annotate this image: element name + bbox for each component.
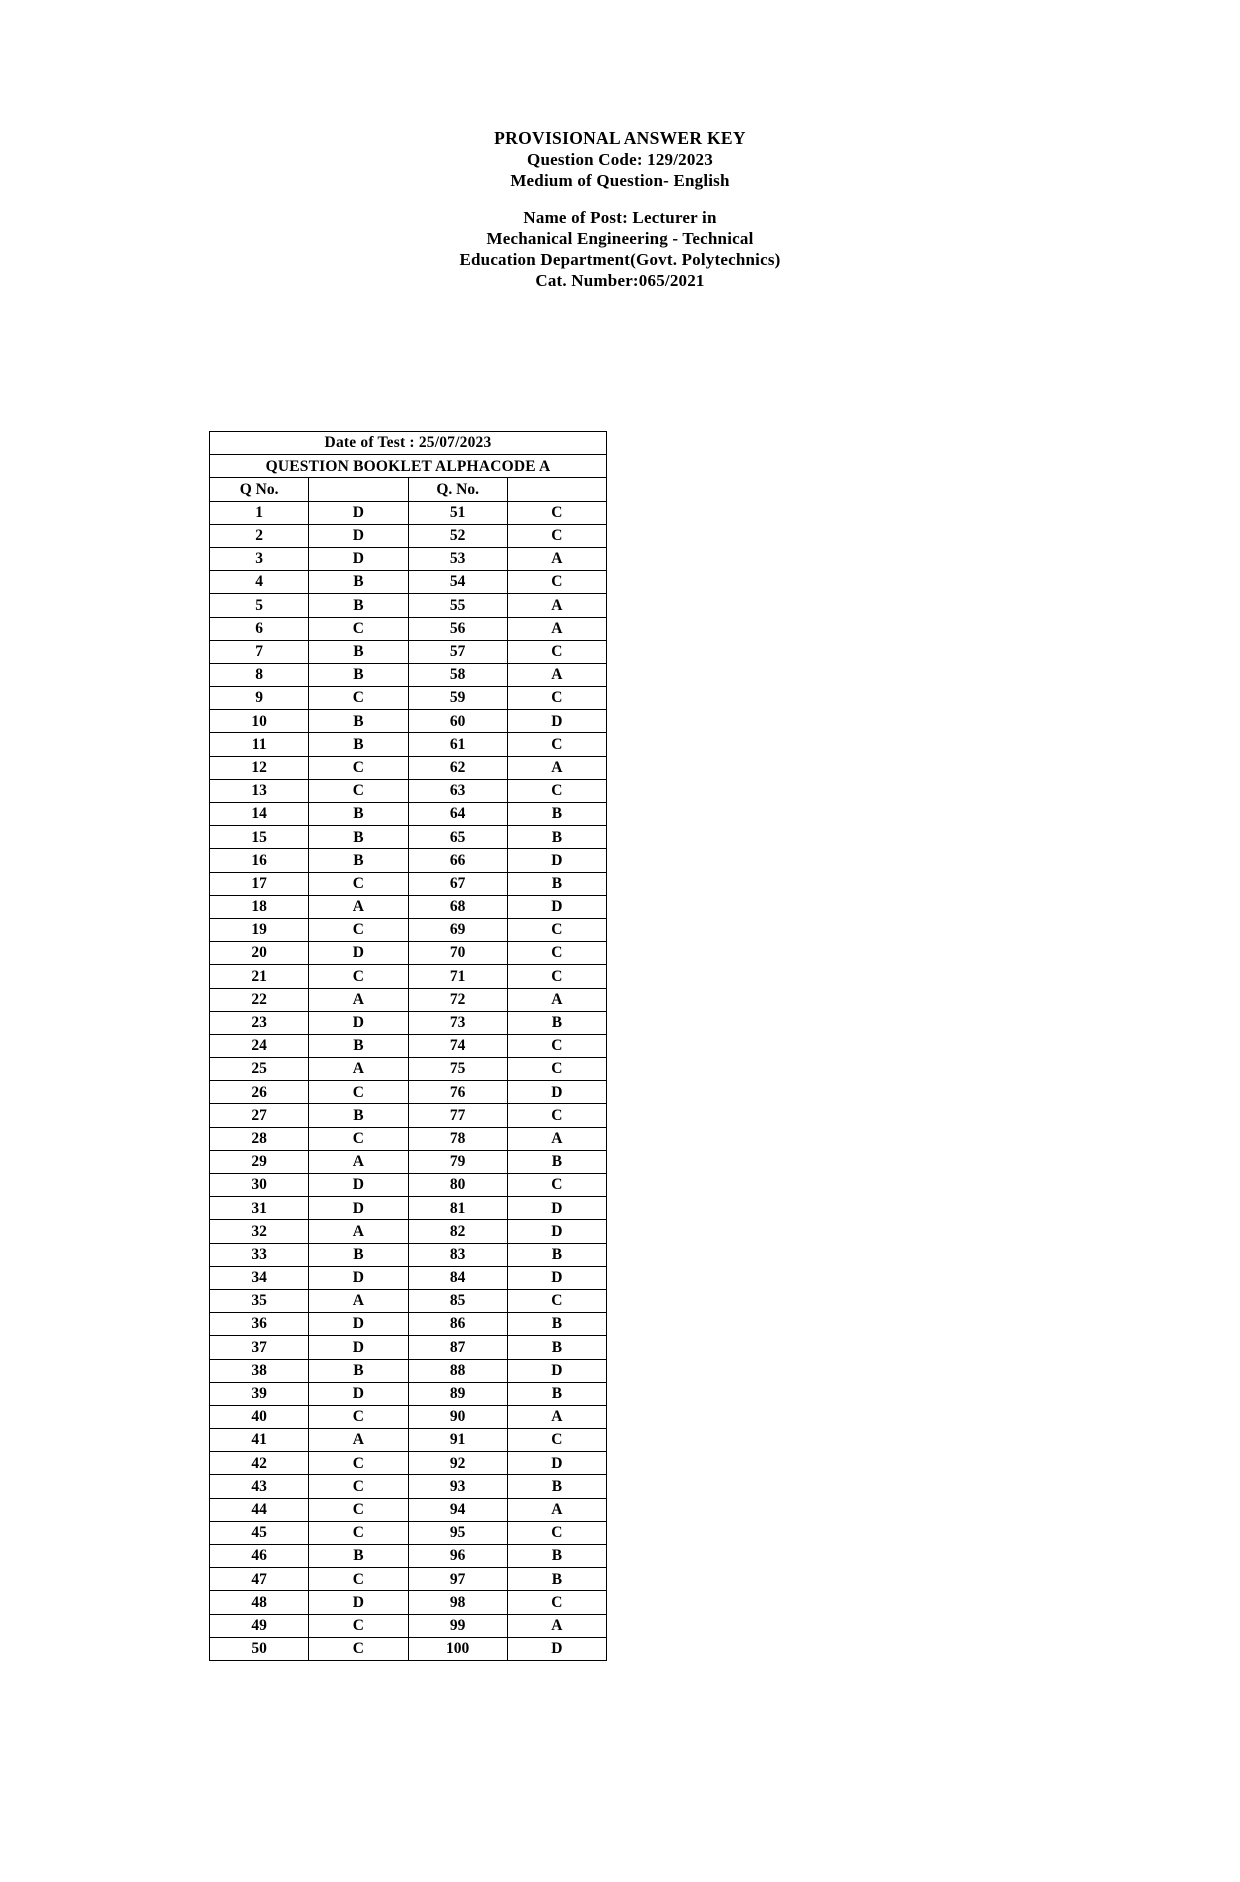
answer-left: A <box>309 1289 408 1312</box>
question-number-left: 15 <box>210 826 309 849</box>
table-row <box>210 733 607 756</box>
question-number-right: 99 <box>408 1614 507 1637</box>
question-number-right: 81 <box>408 1197 507 1220</box>
question-number-right: 77 <box>408 1104 507 1127</box>
table-row-column-headers <box>210 478 607 501</box>
question-number-right: 60 <box>408 710 507 733</box>
answer-right: A <box>507 617 606 640</box>
answer-right: C <box>507 779 606 802</box>
question-number-right: 73 <box>408 1011 507 1034</box>
question-number-right: 78 <box>408 1127 507 1150</box>
table-row <box>210 1058 607 1081</box>
question-number-left: 35 <box>210 1289 309 1312</box>
answer-left: C <box>309 1452 408 1475</box>
question-number-left: 25 <box>210 1058 309 1081</box>
question-number-right: 64 <box>408 803 507 826</box>
medium-of-question: Medium of Question- English <box>510 171 730 190</box>
table-row <box>210 849 607 872</box>
answer-left: D <box>309 524 408 547</box>
question-number-left: 40 <box>210 1405 309 1428</box>
table-row-alphacode <box>210 455 607 478</box>
table-row <box>210 1614 607 1637</box>
post-line-3: Education Department(Govt. Polytechnics) <box>459 250 781 269</box>
answer-right: C <box>507 1104 606 1127</box>
table-row <box>210 895 607 918</box>
question-number-right: 79 <box>408 1150 507 1173</box>
question-number-left: 31 <box>210 1197 309 1220</box>
answer-left: B <box>309 826 408 849</box>
question-number-right: 63 <box>408 779 507 802</box>
question-number-right: 96 <box>408 1545 507 1568</box>
table-row <box>210 988 607 1011</box>
table-row <box>210 501 607 524</box>
answer-left: D <box>309 1197 408 1220</box>
answer-left: D <box>309 1336 408 1359</box>
question-number-left: 19 <box>210 918 309 941</box>
answer-right: B <box>507 1568 606 1591</box>
answer-right: C <box>507 1034 606 1057</box>
answer-left: D <box>309 1011 408 1034</box>
answer-right: D <box>507 849 606 872</box>
answer-right: A <box>507 756 606 779</box>
answer-left: A <box>309 1150 408 1173</box>
question-number-right: 58 <box>408 663 507 686</box>
question-number-left: 43 <box>210 1475 309 1498</box>
answer-right: D <box>507 1220 606 1243</box>
question-number-left: 30 <box>210 1174 309 1197</box>
question-number-left: 20 <box>210 942 309 965</box>
question-number-right: 53 <box>408 547 507 570</box>
answer-left: C <box>309 1405 408 1428</box>
question-number-left: 34 <box>210 1266 309 1289</box>
answer-left: B <box>309 1545 408 1568</box>
question-number-left: 8 <box>210 663 309 686</box>
question-number-left: 49 <box>210 1614 309 1637</box>
answer-left: B <box>309 733 408 756</box>
question-number-right: 92 <box>408 1452 507 1475</box>
question-number-right: 72 <box>408 988 507 1011</box>
question-number-right: 100 <box>408 1637 507 1660</box>
answer-left: D <box>309 942 408 965</box>
table-row <box>210 1104 607 1127</box>
table-row <box>210 547 607 570</box>
table-row <box>210 942 607 965</box>
table-row <box>210 1405 607 1428</box>
table-row <box>210 872 607 895</box>
question-number-left: 17 <box>210 872 309 895</box>
answer-right: C <box>507 965 606 988</box>
answer-left: C <box>309 1498 408 1521</box>
table-row <box>210 710 607 733</box>
question-booklet-alphacode: QUESTION BOOKLET ALPHACODE A <box>210 455 607 478</box>
question-number-left: 27 <box>210 1104 309 1127</box>
question-number-left: 5 <box>210 594 309 617</box>
column-header-qno-right: Q. No. <box>408 478 507 501</box>
answer-left: D <box>309 1266 408 1289</box>
answer-left: B <box>309 803 408 826</box>
question-number-left: 28 <box>210 1127 309 1150</box>
column-header-answer-right <box>507 478 606 501</box>
answer-right: D <box>507 895 606 918</box>
question-number-left: 24 <box>210 1034 309 1057</box>
answer-left: C <box>309 779 408 802</box>
question-number-right: 89 <box>408 1382 507 1405</box>
table-row <box>210 918 607 941</box>
table-row <box>210 803 607 826</box>
table-row <box>210 1289 607 1312</box>
answer-right: A <box>507 594 606 617</box>
table-row <box>210 1429 607 1452</box>
question-number-right: 69 <box>408 918 507 941</box>
table-row <box>210 779 607 802</box>
table-row <box>210 617 607 640</box>
question-number-right: 61 <box>408 733 507 756</box>
answer-left: C <box>309 1521 408 1544</box>
table-row <box>210 1637 607 1660</box>
answer-right: B <box>507 872 606 895</box>
table-row <box>210 1220 607 1243</box>
question-number-left: 12 <box>210 756 309 779</box>
question-number-left: 38 <box>210 1359 309 1382</box>
answer-left: C <box>309 965 408 988</box>
table-row <box>210 1011 607 1034</box>
question-number-right: 84 <box>408 1266 507 1289</box>
table-row <box>210 1359 607 1382</box>
question-number-right: 56 <box>408 617 507 640</box>
question-number-right: 67 <box>408 872 507 895</box>
answer-right: D <box>507 1266 606 1289</box>
answer-right: B <box>507 1011 606 1034</box>
answer-right: C <box>507 1174 606 1197</box>
table-row <box>210 1150 607 1173</box>
question-number-left: 22 <box>210 988 309 1011</box>
question-number-left: 2 <box>210 524 309 547</box>
answer-left: C <box>309 872 408 895</box>
table-row <box>210 1034 607 1057</box>
question-number-right: 87 <box>408 1336 507 1359</box>
table-row <box>210 1545 607 1568</box>
answer-left: B <box>309 594 408 617</box>
answer-right: D <box>507 1452 606 1475</box>
answer-right: B <box>507 1150 606 1173</box>
question-number-left: 9 <box>210 687 309 710</box>
question-number-right: 59 <box>408 687 507 710</box>
question-number-left: 41 <box>210 1429 309 1452</box>
question-number-right: 88 <box>408 1359 507 1382</box>
answer-right: C <box>507 687 606 710</box>
answer-left: C <box>309 1127 408 1150</box>
table-row <box>210 1452 607 1475</box>
answer-left: B <box>309 1243 408 1266</box>
answer-left: B <box>309 1104 408 1127</box>
question-number-left: 26 <box>210 1081 309 1104</box>
answer-right: C <box>507 942 606 965</box>
answer-left: C <box>309 687 408 710</box>
answer-left: A <box>309 1429 408 1452</box>
question-number-left: 3 <box>210 547 309 570</box>
question-number-right: 91 <box>408 1429 507 1452</box>
answer-right: B <box>507 1545 606 1568</box>
question-number-right: 65 <box>408 826 507 849</box>
answer-right: A <box>507 1127 606 1150</box>
question-number-left: 16 <box>210 849 309 872</box>
answer-right: B <box>507 1382 606 1405</box>
answer-left: D <box>309 1174 408 1197</box>
table-row <box>210 571 607 594</box>
page-title: PROVISIONAL ANSWER KEY <box>494 128 746 148</box>
answer-right: C <box>507 640 606 663</box>
question-number-right: 83 <box>408 1243 507 1266</box>
table-row <box>210 1382 607 1405</box>
question-number-left: 18 <box>210 895 309 918</box>
question-number-right: 66 <box>408 849 507 872</box>
question-number-left: 39 <box>210 1382 309 1405</box>
question-number-left: 36 <box>210 1313 309 1336</box>
answer-left: B <box>309 710 408 733</box>
question-number-right: 75 <box>408 1058 507 1081</box>
answer-key-page <box>0 128 1240 1882</box>
column-header-qno-left: Q No. <box>210 478 309 501</box>
table-row <box>210 1475 607 1498</box>
answer-left: C <box>309 1475 408 1498</box>
post-line-1: Name of Post: Lecturer in <box>523 208 717 227</box>
answer-left: D <box>309 1313 408 1336</box>
table-row <box>210 1266 607 1289</box>
table-row <box>210 640 607 663</box>
table-row <box>210 687 607 710</box>
question-number-right: 93 <box>408 1475 507 1498</box>
table-row <box>210 1197 607 1220</box>
question-number-right: 68 <box>408 895 507 918</box>
question-number-right: 90 <box>408 1405 507 1428</box>
answer-right: B <box>507 826 606 849</box>
answer-left: B <box>309 640 408 663</box>
table-row <box>210 663 607 686</box>
answer-right: C <box>507 571 606 594</box>
question-number-right: 62 <box>408 756 507 779</box>
answer-right: B <box>507 1313 606 1336</box>
question-number-right: 97 <box>408 1568 507 1591</box>
table-row <box>210 756 607 779</box>
table-row <box>210 1521 607 1544</box>
question-number-right: 70 <box>408 942 507 965</box>
answer-right: B <box>507 1243 606 1266</box>
post-line-2: Mechanical Engineering - Technical <box>486 229 754 248</box>
answer-right: D <box>507 710 606 733</box>
question-number-left: 7 <box>210 640 309 663</box>
table-row <box>210 524 607 547</box>
answer-left: D <box>309 501 408 524</box>
answer-right: A <box>507 1405 606 1428</box>
question-number-left: 45 <box>210 1521 309 1544</box>
question-number-left: 47 <box>210 1568 309 1591</box>
answer-right: A <box>507 547 606 570</box>
answer-right: C <box>507 501 606 524</box>
table-row <box>210 1568 607 1591</box>
table-row <box>210 1243 607 1266</box>
question-number-left: 29 <box>210 1150 309 1173</box>
answer-right: B <box>507 803 606 826</box>
question-number-left: 10 <box>210 710 309 733</box>
answer-right: B <box>507 1475 606 1498</box>
answer-left: A <box>309 1220 408 1243</box>
answer-key-body <box>210 432 607 1661</box>
question-number-left: 48 <box>210 1591 309 1614</box>
answer-right: C <box>507 733 606 756</box>
table-row <box>210 1313 607 1336</box>
answer-left: B <box>309 663 408 686</box>
answer-right: C <box>507 1429 606 1452</box>
answer-left: D <box>309 547 408 570</box>
table-row <box>210 965 607 988</box>
answer-right: C <box>507 1521 606 1544</box>
question-number-left: 6 <box>210 617 309 640</box>
table-row <box>210 1498 607 1521</box>
question-number-left: 1 <box>210 501 309 524</box>
table-row <box>210 826 607 849</box>
answer-left: B <box>309 849 408 872</box>
question-number-right: 82 <box>408 1220 507 1243</box>
document-header <box>0 128 1240 291</box>
answer-left: C <box>309 1614 408 1637</box>
answer-key-table <box>209 431 607 1661</box>
question-number-left: 50 <box>210 1637 309 1660</box>
category-number: Cat. Number:065/2021 <box>535 271 705 290</box>
answer-left: B <box>309 1034 408 1057</box>
answer-left: B <box>309 1359 408 1382</box>
question-number-left: 4 <box>210 571 309 594</box>
table-row <box>210 1081 607 1104</box>
question-number-right: 55 <box>408 594 507 617</box>
question-number-right: 85 <box>408 1289 507 1312</box>
question-number-left: 37 <box>210 1336 309 1359</box>
question-number-right: 71 <box>408 965 507 988</box>
question-number-left: 23 <box>210 1011 309 1034</box>
answer-right: C <box>507 1289 606 1312</box>
question-number-right: 54 <box>408 571 507 594</box>
question-number-right: 57 <box>408 640 507 663</box>
answer-left: C <box>309 918 408 941</box>
answer-right: D <box>507 1197 606 1220</box>
answer-right: C <box>507 524 606 547</box>
question-number-right: 76 <box>408 1081 507 1104</box>
question-number-left: 11 <box>210 733 309 756</box>
table-row <box>210 1336 607 1359</box>
table-row <box>210 594 607 617</box>
answer-left: C <box>309 1568 408 1591</box>
answer-left: C <box>309 617 408 640</box>
answer-right: D <box>507 1081 606 1104</box>
answer-right: C <box>507 918 606 941</box>
question-number-left: 33 <box>210 1243 309 1266</box>
answer-right: C <box>507 1058 606 1081</box>
question-number-left: 13 <box>210 779 309 802</box>
answer-left: C <box>309 1081 408 1104</box>
question-number-right: 86 <box>408 1313 507 1336</box>
answer-left: D <box>309 1382 408 1405</box>
question-number-left: 42 <box>210 1452 309 1475</box>
table-row <box>210 1591 607 1614</box>
table-row <box>210 1174 607 1197</box>
question-number-left: 21 <box>210 965 309 988</box>
answer-left: A <box>309 1058 408 1081</box>
answer-right: D <box>507 1359 606 1382</box>
question-code: Question Code: 129/2023 <box>527 150 713 169</box>
answer-right: A <box>507 663 606 686</box>
question-number-right: 80 <box>408 1174 507 1197</box>
question-number-right: 95 <box>408 1521 507 1544</box>
answer-right: D <box>507 1637 606 1660</box>
question-number-left: 32 <box>210 1220 309 1243</box>
date-of-test: Date of Test : 25/07/2023 <box>210 432 607 455</box>
answer-right: A <box>507 1614 606 1637</box>
table-row-date <box>210 432 607 455</box>
answer-left: B <box>309 571 408 594</box>
question-number-right: 98 <box>408 1591 507 1614</box>
column-header-answer-left <box>309 478 408 501</box>
answer-left: A <box>309 988 408 1011</box>
answer-right: C <box>507 1591 606 1614</box>
question-number-left: 46 <box>210 1545 309 1568</box>
table-row <box>210 1127 607 1150</box>
answer-right: A <box>507 1498 606 1521</box>
question-number-left: 14 <box>210 803 309 826</box>
question-number-left: 44 <box>210 1498 309 1521</box>
answer-left: A <box>309 895 408 918</box>
answer-left: C <box>309 756 408 779</box>
question-number-right: 94 <box>408 1498 507 1521</box>
question-number-right: 52 <box>408 524 507 547</box>
answer-left: D <box>309 1591 408 1614</box>
question-number-right: 74 <box>408 1034 507 1057</box>
answer-left: C <box>309 1637 408 1660</box>
post-details <box>0 207 1240 291</box>
answer-right: A <box>507 988 606 1011</box>
answer-right: B <box>507 1336 606 1359</box>
question-number-right: 51 <box>408 501 507 524</box>
